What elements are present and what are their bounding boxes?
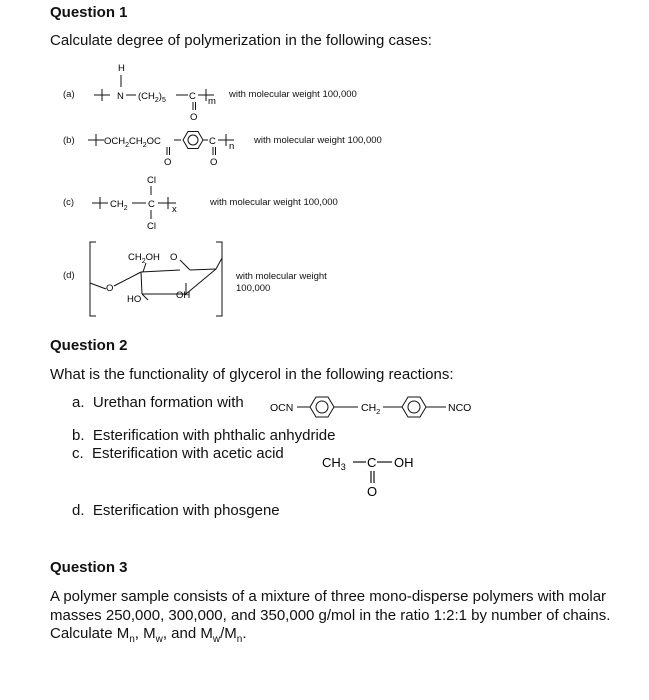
q2-item-d	[72, 502, 280, 519]
q2-item-c-marker: c.	[72, 445, 84, 462]
acetic-o: O	[367, 484, 378, 499]
q2-item-a-marker: a.	[72, 394, 85, 411]
struct-d-oh: OH	[176, 290, 191, 301]
struct-a-c: C	[189, 91, 196, 102]
q2-prompt: What is the functionality of glycerol in the following reactions:	[50, 366, 454, 383]
q2-item-d-marker: d.	[72, 502, 85, 519]
q3-line3: Calculate $M_n$, $M_w$, and $M_w/M_n$.	[50, 625, 247, 645]
q3-title: Question 3	[50, 559, 128, 576]
case-b-note: with molecular weight 100,000	[254, 135, 382, 146]
q2-item-a	[72, 394, 244, 411]
q2-item-c-text: Esterification with acetic acid	[92, 445, 284, 462]
case-c-note: with molecular weight 100,000	[210, 197, 338, 208]
struct-d-ch2oh: $CH_2OH$	[128, 252, 160, 265]
benzene-ring-mdi-right	[402, 397, 426, 417]
mdi-nco: NCO	[448, 402, 472, 414]
mdi-structure	[268, 394, 480, 420]
acetic-ch3: $CH_3$	[322, 455, 346, 472]
case-a-note: with molecular weight 100,000	[229, 89, 357, 100]
q3-line1: A polymer sample consists of a mixture of three mono-disperse polymers with molar	[50, 588, 607, 605]
q1-prompt: Calculate degree of polymerization in the following cases:	[50, 32, 432, 49]
q2-item-c	[72, 445, 284, 462]
struct-b-o1: O	[164, 157, 172, 168]
case-d-note-line2: 100,000	[236, 283, 271, 294]
q3-line2: masses 250,000, 300,000, and 350,000 g/mol in the ratio 1:2:1 by number of chains.	[50, 607, 611, 624]
mdi-ocn: OCN	[270, 402, 294, 414]
structure-a	[90, 60, 230, 122]
structure-d	[86, 238, 232, 320]
struct-b-o2: O	[210, 157, 218, 168]
struct-a-h: H	[118, 63, 125, 74]
case-d-label: (d)	[63, 270, 75, 281]
struct-a-ch2: $(CH_2)_5$	[138, 91, 166, 104]
struct-a-n: N	[117, 91, 124, 102]
struct-a-m: m	[208, 96, 216, 107]
case-d-note-line1: with molecular weight	[236, 271, 327, 282]
struct-d-ho: HO	[127, 294, 142, 305]
struct-b-n: n	[229, 141, 235, 152]
case-c-label: (c)	[63, 197, 75, 208]
q2-item-b-text: Esterification with phthalic anhydride	[92, 427, 336, 444]
struct-b-chain: $OCH_2CH_2OC$	[104, 136, 161, 149]
struct-d-ring-o: O	[170, 252, 178, 263]
struct-a-o: O	[190, 112, 198, 122]
struct-d-o-link: O	[106, 283, 114, 294]
q2-item-b	[72, 427, 336, 444]
struct-c-cl-top: Cl	[147, 175, 156, 186]
q2-item-d-text: Esterification with phosgene	[92, 502, 280, 519]
case-a-label: (a)	[63, 89, 75, 100]
acetic-c: C	[367, 455, 377, 470]
structure-c	[88, 172, 198, 234]
struct-c-c: C	[148, 199, 155, 210]
q2-item-a-text: Urethan formation with	[92, 394, 244, 411]
struct-c-x: x	[172, 204, 177, 215]
acetic-oh: OH	[394, 455, 414, 470]
acetic-acid-structure	[320, 450, 430, 502]
benzene-ring-b	[183, 132, 203, 149]
benzene-ring-mdi-left	[310, 397, 334, 417]
struct-b-c: C	[209, 136, 216, 147]
struct-c-cl-bottom: Cl	[147, 221, 156, 232]
mdi-ch2: $CH_2$	[361, 402, 381, 416]
case-b-label: (b)	[63, 135, 75, 146]
q1-title: Question 1	[50, 4, 128, 21]
structure-b	[84, 118, 254, 170]
q2-item-b-marker: b.	[72, 427, 85, 444]
q2-title: Question 2	[50, 337, 128, 354]
struct-c-ch2: $CH_2$	[110, 199, 128, 212]
